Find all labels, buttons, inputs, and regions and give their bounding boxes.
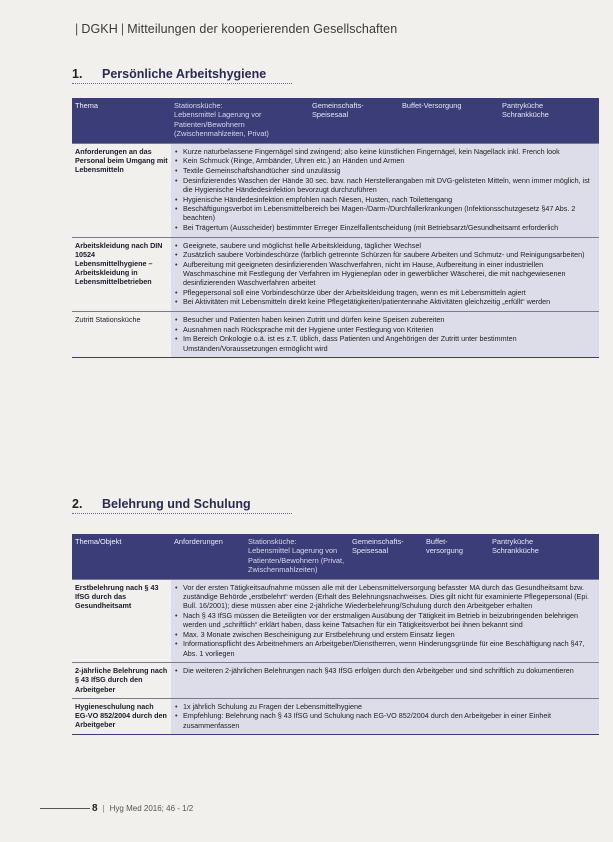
section-2-number: 2. [72,497,83,511]
list-item: • Informationspflicht des Arbeitnehmers an Arbeitgeber/Dienstherren, wenn Hinderungsgründe für eine Beschäftigung nach §47, Abs. 1 vorliegen [183,639,596,657]
list-item: • Geeignete, saubere und möglichst helle Arbeitskleidung, täglicher Wechsel [183,241,596,250]
journal-citation: Hyg Med 2016; 46 - 1/2 [109,804,194,813]
list-item: • Kurze naturbelassene Fingernägel sind zwingend; also keine künstlichen Fingernägel, kein Nagellack inkl. French look [183,147,596,156]
row-label: Hygieneschulung nach EG-VO 852/2004 durch den Arbeitgeber [72,698,171,734]
footer-divider: | [102,804,105,813]
header-title: Mitteilungen der kooperierenden Gesellschaften [127,22,398,36]
col-header: Pantryküche Schrankküche [489,534,599,579]
row-content [171,143,599,237]
col-header: Pantryküche Schrankküche [499,98,599,143]
footer-rule [40,808,90,809]
list-item: • Vor der ersten Tätigkeitsaufnahme müssen alle mit der Lebensmittelversorgung befasster MA durch das Gesundheitsamt bzw. zuständige Behörde „erstbelehrt“ werden (Erhalt des Belehrungsnachweises. Dies gilt nicht für examinierte Pflegepersonal (Epi. Bull. 16/2001); diese müssen aber eine 2-jährliche Wiederbelehrung/Schulung durch den Arbeitgeber erhalten [183,583,596,611]
list-item: • Ausnahmen nach Rücksprache mit der Hygiene unter Festlegung von Kriterien [183,325,596,334]
col-header: Buffet- versorgung [423,534,489,579]
table-row [72,143,599,237]
list-item: • Bei Trägertum (Ausscheider) bestimmter Erreger Einzelfallentscheidung (mit Betriebsarzt/Gesundheitsamt erforderlich [183,223,596,232]
running-header: | DGKH | Mitteilungen der kooperierenden Gesellschaften [75,22,398,36]
col-header: Thema/Objekt [72,534,171,579]
row-content [171,237,599,311]
list-item: • Desinfizierendes Waschen der Hände 30 sec. bzw. nach Herstellerangaben mit DVG-gelisteten Mitteln, wenn immer möglich, ist die Hygienische Händedesinfektion bevorzugt durchzuführen [183,176,596,194]
list-item: • 1x jährlich Schulung zu Fragen der Lebensmittelhygiene [183,702,596,711]
row-label: Arbeitskleidung nach DIN 10524 Lebensmittelhygiene – Arbeitskleidung in Lebensmittelbetrieben [72,237,171,311]
list-item: • Im Bereich Onkologie o.ä. ist es z.T. üblich, dass Patienten und Angehörigen der Zutritt unter bestimmten Umständen/Voraussetzungen ermöglicht wird [183,334,596,352]
list-item: • Besucher und Patienten haben keinen Zutritt und dürfen keine Speisen zubereiten [183,315,596,324]
list-item: • Aufbereitung mit geeigneten desinfizierenden Waschverfahren, nicht im Hause, Aufbereitung in einer industriellen Waschmaschine mit Festlegung der Verfahren im Hygieneplan oder in gewerblicher Wäscherei, die mit nachgewiesenen desinfizierenden Waschverfahren arbeitet [183,260,596,288]
table-row [72,237,599,311]
section-1-number: 1. [72,67,83,81]
col-header: Anforderungen [171,534,245,579]
list-item: • Nach § 43 IfSG müssen die Beteiligten vor der erstmaligen Ausübung der Tätigkeit im Betrieb in beizubringenden belehrigen werden und „schriftlich“ erklärt haben, dass keine Tatsachen für ein Tätigkeitsverbot bei ihnen bekannt sind [183,611,596,629]
row-label: Anforderungen an das Personal beim Umgang mit Lebensmitteln [72,143,171,237]
list-item: • Empfehlung: Belehrung nach § 43 IfSG und Schulung nach EG-VO 852/2004 durch den Arbeitgeber in einer Einheit zusammenfassen [183,711,596,729]
hygiene-table-header [72,98,599,143]
col-header: Thema [72,98,171,143]
journal-brand: DGKH [81,22,118,36]
col-header: Gemeinschafts- Speisesaal [309,98,399,143]
row-content [171,663,599,699]
table-row [72,663,599,699]
list-item: • Textile Gemeinschaftshandtücher sind unzulässig [183,166,596,175]
col-header: Stationsküche: Lebensmittel Lagerung von Patienten/Bewohnern (Privat, Zwischenmahlzeiten) [245,534,349,579]
training-table [72,534,599,735]
list-item: • Bei Aktivitäten mit Lebensmitteln direkt keine Pflegetätigkeiten/patientennahe Aktivitäten gleichzeitig „erfüllt“ werden [183,297,596,306]
col-header: Stationsküche: Lebensmittel Lagerung vor Patienten/Bewohnern (Zwischenmahlzeiten, Privat) [171,98,309,143]
col-header: Gemeinschafts- Speisesaal [349,534,423,579]
row-content [171,579,599,662]
page-footer [40,803,340,814]
page-number: 8 [92,803,98,814]
training-table-header [72,534,599,579]
table-row [72,312,599,358]
list-item: • Kein Schmuck (Ringe, Armbänder, Uhren etc.) an Händen und Armen [183,156,596,165]
col-header: Buffet-Versorgung [399,98,499,143]
list-item: • Hygienische Händedesinfektion empfohlen nach Niesen, Husten, nach Toilettengang [183,195,596,204]
list-item: • Zusätzlich saubere Vorbindeschürze (farblich getrennte Schürzen für saubere Arbeiten und Schmutz- und Reinigungsarbeiten) [183,250,596,259]
section-2-heading [72,497,292,514]
row-label: 2-jährliche Belehrung nach § 43 IfSG durch den Arbeitgeber [72,663,171,699]
list-item: • Max. 3 Monate zwischen Bescheinigung zur Erstbelehrung und erstem Einsatz liegen [183,630,596,639]
list-item: • Beschäftigungsverbot im Lebensmittelbereich bei Magen-/Darm-/Durchfallerkrankungen (Infektionsschutzgesetz §47 Abs. 2 beachten) [183,204,596,222]
section-1-title: Persönliche Arbeitshygiene [102,67,267,81]
row-label: Erstbelehrung nach § 43 IfSG durch das Gesundheitsamt [72,579,171,662]
hygiene-table [72,98,599,358]
row-label: Zutritt Stationsküche [72,312,171,358]
row-content [171,698,599,734]
row-content [171,312,599,358]
table-row [72,698,599,734]
section-2-title: Belehrung und Schulung [102,497,251,511]
table-row [72,579,599,662]
section-1-heading [72,67,292,84]
list-item: • Die weiteren 2-jährlichen Belehrungen nach §43 IfSG erfolgen durch den Arbeitgeber und sind schriftlich zu dokumentieren [183,666,596,675]
list-item: • Pflegepersonal soll eine Vorbindeschürze über der Arbeitskleidung tragen, wenn es mit Lebensmitteln agiert [183,288,596,297]
